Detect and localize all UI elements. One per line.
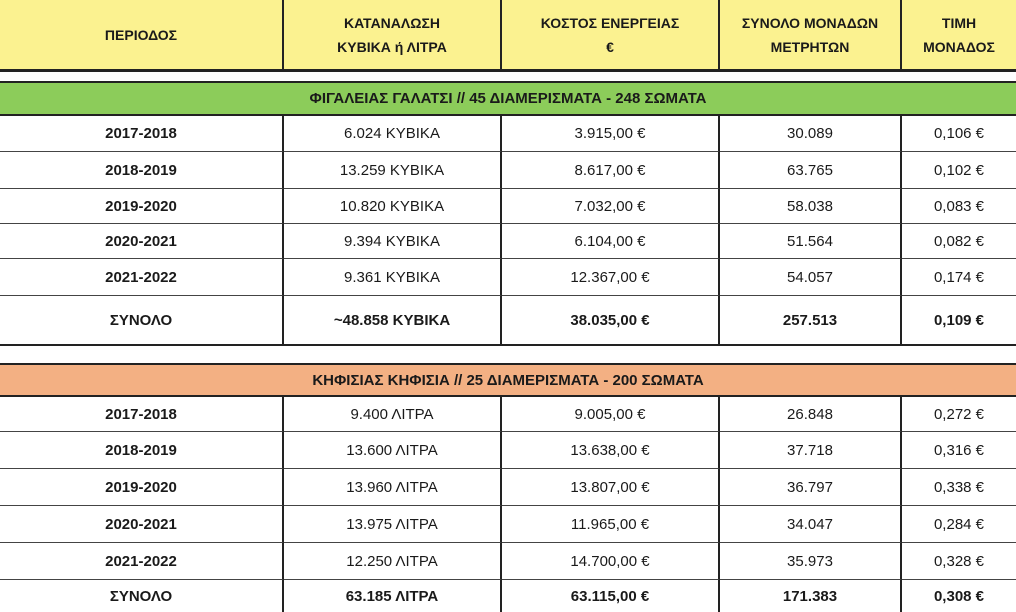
- cell-units: 36.797: [720, 469, 902, 506]
- cell-price: 0,272 €: [902, 397, 1016, 432]
- cell-price: 0,109 €: [933, 312, 985, 329]
- table-row: [0, 506, 1016, 543]
- cell-period: ΣΥΝΟΛΟ: [0, 296, 284, 345]
- cell-cost: 8.617,00 €: [502, 152, 720, 189]
- total-row: [0, 296, 1016, 345]
- table-row: [0, 543, 1016, 580]
- cell-cost: 63.115,00 €: [502, 580, 720, 612]
- header-energy-cost: ΚΟΣΤΟΣ ΕΝΕΡΓΕΙΑΣ €: [502, 0, 720, 69]
- header-meter-units: ΣΥΝΟΛΟ ΜΟΝΑΔΩΝ ΜΕΤΡΗΤΩΝ: [720, 0, 902, 69]
- cell-units: 51.564: [720, 224, 902, 259]
- cell-period: 2018-2019: [0, 432, 284, 469]
- total-row: [0, 580, 1016, 612]
- cell-units: 63.765: [720, 152, 902, 189]
- cell-price: 0,284 €: [902, 506, 1016, 543]
- table-row: [0, 432, 1016, 469]
- section-divider: [0, 344, 1016, 346]
- cell-consumption: 6.024 ΚΥΒΙΚΑ: [284, 116, 502, 152]
- cell-cost: 12.367,00 €: [502, 259, 720, 296]
- cell-period: 2021-2022: [0, 543, 284, 580]
- cell-consumption: 63.185 ΛΙΤΡΑ: [284, 580, 502, 612]
- table-row: [0, 397, 1016, 432]
- table-row: [0, 152, 1016, 189]
- cell-cost: 9.005,00 €: [502, 397, 720, 432]
- cell-period: 2021-2022: [0, 259, 284, 296]
- cell-units: 30.089: [720, 116, 902, 152]
- cell-price: 0,338 €: [902, 469, 1016, 506]
- section-title-kifisias: ΚΗΦΙΣΙΑΣ ΚΗΦΙΣΙΑ // 25 ΔΙΑΜΕΡΙΣΜΑΤΑ - 200 ΣΩΜΑΤΑ: [0, 363, 1016, 397]
- cell-period: 2017-2018: [0, 397, 284, 432]
- cell-price: 0,316 €: [902, 432, 1016, 469]
- cell-consumption: 9.400 ΛΙΤΡΑ: [284, 397, 502, 432]
- cell-consumption: 9.361 ΚΥΒΙΚΑ: [284, 259, 502, 296]
- cell-cost: 13.807,00 €: [502, 469, 720, 506]
- table-row: [0, 189, 1016, 224]
- cell-consumption: 13.600 ΛΙΤΡΑ: [284, 432, 502, 469]
- cell-price: 0,174 €: [902, 259, 1016, 296]
- header-unit-price: ΤΙΜΗ ΜΟΝΑΔΟΣ: [923, 14, 995, 55]
- cell-units: 58.038: [720, 189, 902, 224]
- cell-cost: 3.915,00 €: [502, 116, 720, 152]
- cell-cost: 14.700,00 €: [502, 543, 720, 580]
- cell-consumption: 13.259 ΚΥΒΙΚΑ: [284, 152, 502, 189]
- header-consumption: ΚΑΤΑΝΑΛΩΣΗ ΚΥΒΙΚΑ ή ΛΙΤΡΑ: [284, 0, 502, 69]
- section-title-figaleias: ΦΙΓΑΛΕΙΑΣ ΓΑΛΑΤΣΙ // 45 ΔΙΑΜΕΡΙΣΜΑΤΑ - 248 ΣΩΜΑΤΑ: [0, 81, 1016, 116]
- cell-consumption: 13.960 ΛΙΤΡΑ: [284, 469, 502, 506]
- table-row: [0, 469, 1016, 506]
- table-row: [0, 116, 1016, 152]
- cell-cost: 13.638,00 €: [502, 432, 720, 469]
- table-row: [0, 224, 1016, 259]
- cell-price: 0,102 €: [902, 152, 1016, 189]
- cell-price: 0,328 €: [902, 543, 1016, 580]
- cell-consumption: 10.820 ΚΥΒΙΚΑ: [284, 189, 502, 224]
- cell-units: 54.057: [720, 259, 902, 296]
- cell-period: 2018-2019: [0, 152, 284, 189]
- cell-period: 2019-2020: [0, 469, 284, 506]
- cell-units: 34.047: [720, 506, 902, 543]
- cell-cost: 6.104,00 €: [502, 224, 720, 259]
- cell-consumption: 9.394 ΚΥΒΙΚΑ: [284, 224, 502, 259]
- cell-price: 0,082 €: [902, 224, 1016, 259]
- cell-units: 37.718: [720, 432, 902, 469]
- cell-units: 171.383: [720, 580, 902, 612]
- cell-cost: 7.032,00 €: [502, 189, 720, 224]
- cell-period: 2019-2020: [0, 189, 284, 224]
- cell-price: 0,308 €: [933, 587, 985, 605]
- table-row: [0, 259, 1016, 296]
- cell-consumption: 12.250 ΛΙΤΡΑ: [284, 543, 502, 580]
- cell-period: ΣΥΝΟΛΟ: [0, 580, 284, 612]
- cell-price: 0,083 €: [902, 189, 1016, 224]
- cell-consumption: 13.975 ΛΙΤΡΑ: [284, 506, 502, 543]
- cell-units: 26.848: [720, 397, 902, 432]
- cell-units: 35.973: [720, 543, 902, 580]
- cell-price: 0,106 €: [902, 116, 1016, 152]
- cell-period: 2020-2021: [0, 506, 284, 543]
- table-header-row: [0, 0, 1016, 72]
- cell-consumption: ~48.858 ΚΥΒΙΚΑ: [284, 296, 502, 345]
- header-period: ΠΕΡΙΟΔΟΣ: [0, 0, 284, 69]
- cell-units: 257.513: [720, 296, 902, 345]
- cell-period: 2020-2021: [0, 224, 284, 259]
- cell-cost: 38.035,00 €: [502, 296, 720, 345]
- cell-cost: 11.965,00 €: [502, 506, 720, 543]
- cell-period: 2017-2018: [0, 116, 284, 152]
